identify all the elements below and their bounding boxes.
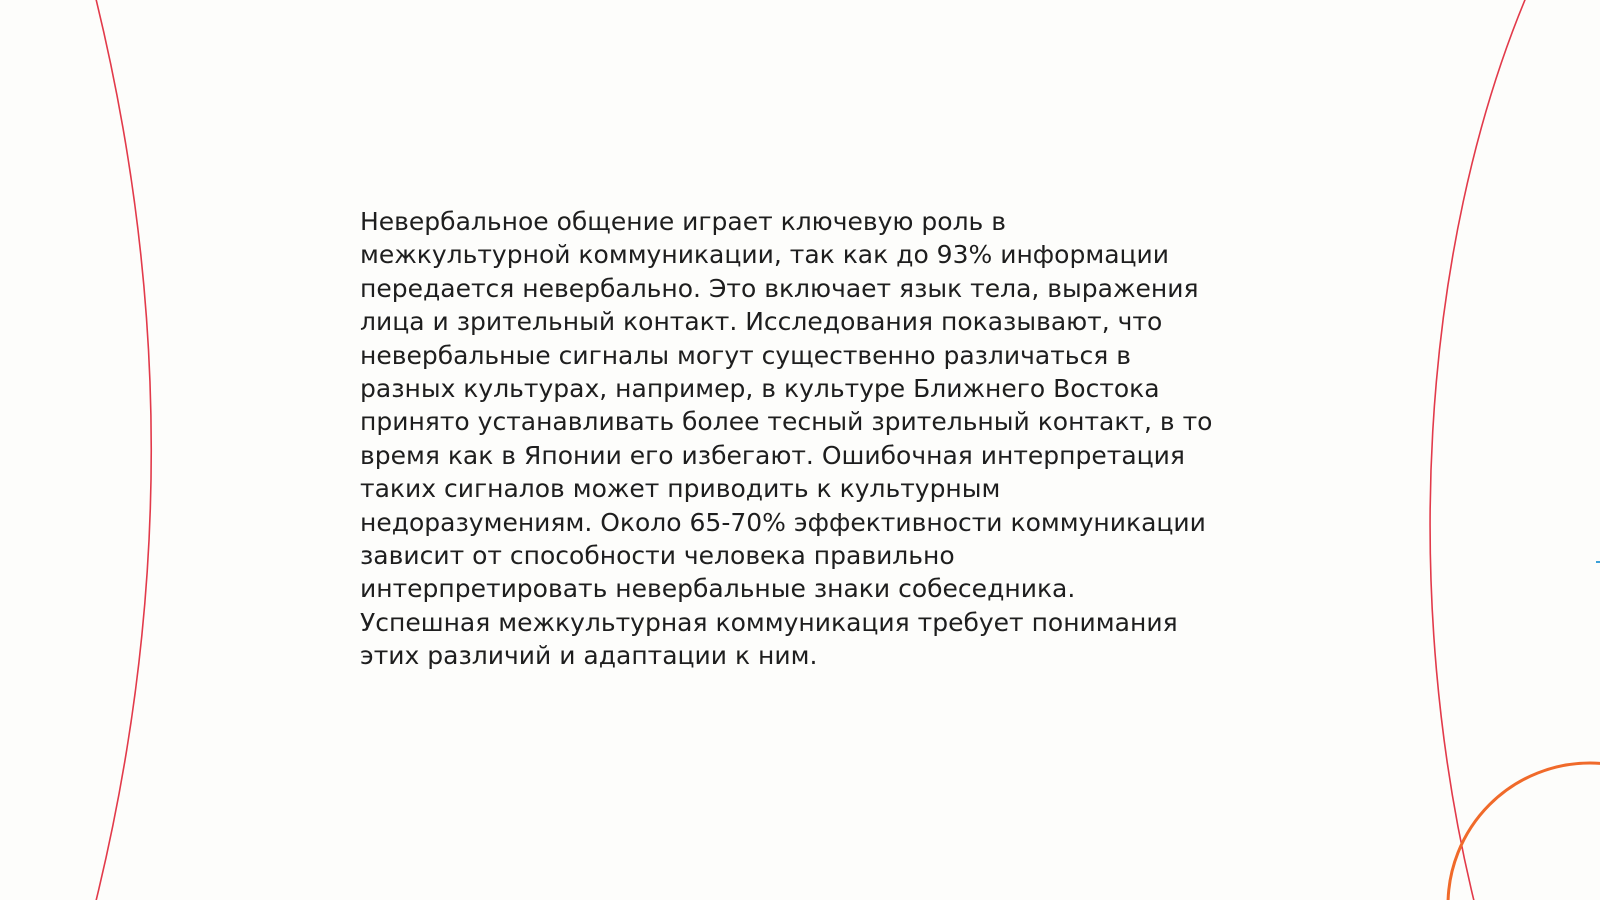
- paragraph-line: интерпретировать невербальные знаки собеседника.: [360, 574, 1076, 604]
- paragraph-line: этих различий и адаптации к ним.: [360, 641, 818, 671]
- paragraph-line: межкультурной коммуникации, так как до 93% информации: [360, 240, 1170, 270]
- paragraph-line: Успешная межкультурная коммуникация требует понимания: [360, 607, 1178, 637]
- paragraph-line: разных культурах, например, в культуре Ближнего Востока: [360, 374, 1160, 404]
- paragraph-line: лица и зрительный контакт. Исследования показывают, что: [360, 307, 1163, 337]
- accent-circle: [1448, 763, 1600, 900]
- paragraph-line: принято устанавливать более тесный зрительный контакт, в то: [360, 407, 1213, 437]
- paragraph-line: время как в Японии его избегают. Ошибочная интерпретация: [360, 440, 1185, 470]
- paragraph-line: Невербальное общение играет ключевую роль в: [360, 207, 1006, 236]
- paragraph-line: недоразумениям. Около 65-70% эффективности коммуникации: [360, 507, 1206, 537]
- paragraph-line: таких сигналов может приводить к культурным: [360, 474, 1001, 504]
- paragraph-line: невербальные сигналы могут существенно различаться в: [360, 340, 1132, 370]
- body-paragraph: [360, 205, 1250, 673]
- left-border-curve: [95, 0, 151, 900]
- paragraph-line: зависит от способности человека правильно: [360, 541, 955, 571]
- paragraph-line: передается невербально. Это включает язык тела, выражения: [360, 273, 1199, 303]
- right-border-curve: [1430, 0, 1527, 900]
